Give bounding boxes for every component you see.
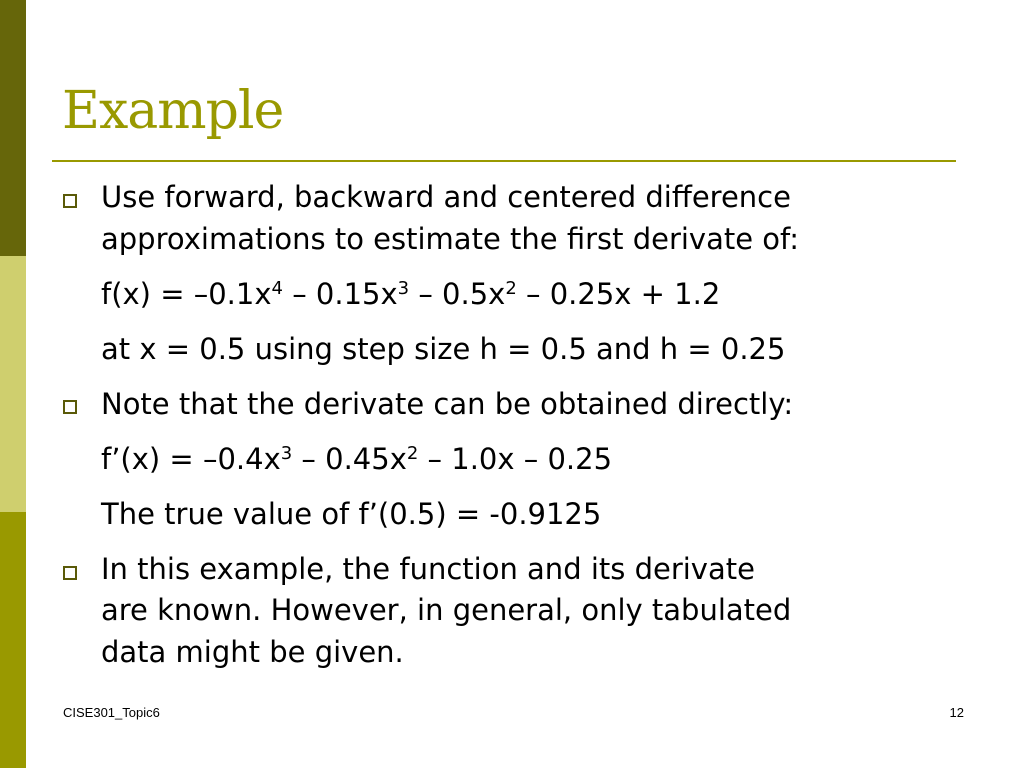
bullet-3-line-2: are known. However, in general, only tabulated <box>101 593 792 627</box>
bullet-3-line-3: data might be given. <box>101 635 404 669</box>
square-bullet-icon <box>63 194 77 208</box>
title-divider <box>52 160 956 162</box>
footer-course-label: CISE301_Topic6 <box>63 705 160 720</box>
side-band-top <box>0 0 26 256</box>
side-band-bottom <box>0 512 26 768</box>
derivative-equation: f’(x) = $-0.4x^3 - 0.45x^2 - 1.0x - 0.25$ <box>101 442 613 476</box>
condition-text: at x = 0.5 using step size h = 0.5 and h = 0.25 <box>101 332 786 366</box>
bullet-1-line-1: Use forward, backward and centered difference <box>101 180 791 214</box>
side-band-middle <box>0 256 26 512</box>
footer-page-number: 12 <box>949 705 964 720</box>
square-bullet-icon <box>63 566 77 580</box>
bullet-2-line-1: Note that the derivate can be obtained directly: <box>101 387 794 421</box>
slide-title: Example <box>62 81 284 141</box>
function-equation: $f(x) = -0.1x^4 - 0.15x^3 - 0.5x^2 - 0.25x + 1.2$ <box>101 277 721 311</box>
bullet-3-line-1: In this example, the function and its derivate <box>101 552 755 586</box>
bullet-1-line-2: approximations to estimate the first derivate of: <box>101 222 799 256</box>
square-bullet-icon <box>63 400 77 414</box>
true-value-text: The true value of f’(0.5) = -0.9125 <box>101 497 602 531</box>
